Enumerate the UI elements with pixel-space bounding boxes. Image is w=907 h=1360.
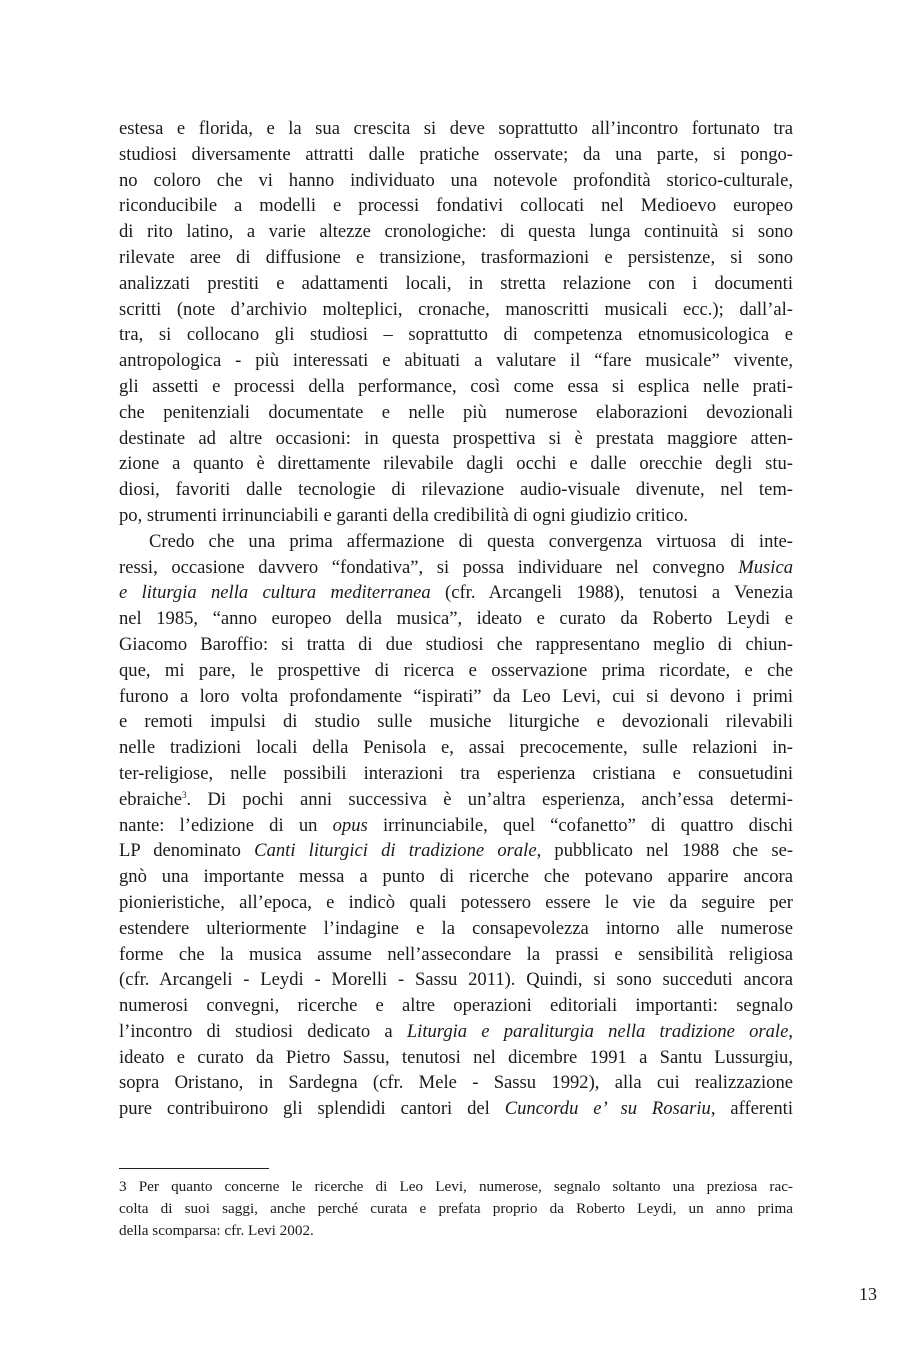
- text-line: Giacomo Baroffio: si tratta di due studiosi che rappresentano meglio di chiun-: [119, 633, 793, 655]
- text-line: nelle tradizioni locali della Penisola e, assai precocemente, sulle relazioni in-: [119, 737, 793, 759]
- text-line: furono a loro volta profondamente “ispirati” da Leo Levi, cui si devono i primi: [119, 685, 793, 707]
- italic-title: Cuncordu e’ su Rosariu: [504, 1098, 711, 1120]
- text-line: (cfr. Arcangeli - Leydi - Morelli - Sassu 2011). Quindi, si sono succeduti ancora: [119, 969, 793, 991]
- text-line: studiosi diversamente attratti dalle pratiche osservate; da una parte, si pongo-: [119, 143, 793, 165]
- text-line: gnò una importante messa a punto di ricerche che potevano apparire ancora: [119, 866, 793, 888]
- footnote: [119, 1176, 793, 1242]
- text-line: que, mi pare, le prospettive di ricerca e osservazione prima ricordate, e che: [119, 659, 793, 681]
- text-line: destinate ad altre occasioni: in questa prospettiva si è prestata maggiore atten-: [119, 427, 793, 449]
- text-line: estesa e florida, e la sua crescita si deve soprattutto all’incontro fortunato tra: [119, 118, 793, 139]
- body-text: [119, 116, 793, 1122]
- text-line: Credo che una prima affermazione di questa convergenza virtuosa di inte-: [149, 530, 793, 552]
- footnote-line: 3 Per quanto concerne le ricerche di Leo Levi, numerose, segnalo soltanto una preziosa rac-: [119, 1178, 793, 1195]
- text-line: [119, 787, 793, 813]
- text-line: riconducibile a modelli e processi fondativi collocati nel Medioevo europeo: [119, 195, 793, 217]
- paragraph-2: [119, 529, 793, 1122]
- italic-term: opus: [332, 814, 368, 836]
- text-line: di rito latino, a varie altezze cronologiche: di questa lunga continuità si sono: [119, 221, 793, 243]
- text-span: pure contribuirono gli splendidi cantori del: [119, 1098, 505, 1120]
- text-line: forme che la musica assume nell’assecondare la prassi e sensibilità religiosa: [119, 943, 793, 965]
- text-line: ideato e curato da Pietro Sassu, tenutosi nel dicembre 1991 a Santu Lussurgiu,: [119, 1046, 793, 1068]
- text-span: nante: l’edizione di un: [119, 814, 333, 836]
- text-line: antropologica - più interessati e abituati a valutare il “fare musicale” vivente,: [119, 350, 793, 372]
- page-number: 13: [859, 1284, 877, 1304]
- text-line: analizzati prestiti e adattamenti locali, in stretta relazione con i documenti: [119, 272, 793, 294]
- footnote-separator: [119, 1168, 269, 1169]
- text-span: (cfr. Arcangeli 1988), tenutosi a Venezia: [430, 582, 794, 604]
- footnote-reference[interactable]: 3: [181, 789, 187, 800]
- text-line: po, strumenti irrinunciabili e garanti della credibilità di ogni giudizio critico.: [119, 504, 689, 526]
- italic-title: Musica: [738, 556, 793, 578]
- text-line: [119, 580, 793, 606]
- text-line: estendere ulteriormente l’indagine e la consapevolezza intorno alle numerose: [119, 917, 793, 939]
- text-line: [119, 838, 793, 864]
- text-span: LP denominato: [119, 840, 255, 862]
- italic-title: e liturgia nella cultura mediterranea: [119, 582, 431, 604]
- footnote-line: della scomparsa: cfr. Levi 2002.: [119, 1222, 314, 1239]
- text-line: e remoti impulsi di studio sulle musiche liturgiche e devozionali rilevabili: [119, 711, 793, 733]
- text-span: irrinunciabile, quel “cofanetto” di quattro dischi: [367, 814, 793, 836]
- text-span: . Di pochi anni successiva è un’altra esperienza, anch’essa determi-: [186, 788, 793, 810]
- text-span: , afferenti: [710, 1098, 793, 1120]
- text-line: scritti (note d’archivio molteplici, cronache, manoscritti musicali ecc.); dall’al-: [119, 298, 793, 320]
- text-line: che penitenziali documentate e nelle più numerose elaborazioni devozionali: [119, 401, 793, 423]
- text-line: rilevate aree di diffusione e transizione, trasformazioni e persistenze, si sono: [119, 246, 793, 268]
- text-span: , pubblicato nel 1988 che se-: [536, 840, 794, 862]
- text-line: [119, 813, 793, 839]
- text-line: gli assetti e processi della performance, così come essa si esplica nelle prati-: [119, 375, 793, 397]
- text-line: sopra Oristano, in Sardegna (cfr. Mele - Sassu 1992), alla cui realizzazione: [119, 1072, 793, 1094]
- text-line: no coloro che vi hanno individuato una notevole profondità storico-culturale,: [119, 169, 793, 191]
- text-line: nel 1985, “anno europeo della musica”, ideato e curato da Roberto Leydi e: [119, 608, 793, 630]
- text-line: [119, 1096, 793, 1122]
- text-line: [119, 1019, 793, 1045]
- text-span: l’incontro di studiosi dedicato a: [119, 1020, 407, 1042]
- text-line: tra, si collocano gli studiosi – soprattutto di competenza etnomusicologica e: [119, 324, 793, 346]
- text-span: ressi, occasione davvero “fondativa”, si possa individuare nel convegno: [119, 556, 739, 578]
- text-span: ebraiche: [119, 788, 182, 810]
- paragraph-1: [119, 116, 793, 529]
- text-line: pionieristiche, all’epoca, e indicò quali potessero essere le vie da seguire per: [119, 891, 793, 913]
- italic-title: Liturgia e paraliturgia nella tradizione orale: [406, 1020, 789, 1042]
- text-span: ,: [788, 1020, 793, 1042]
- text-line: diosi, favoriti dalle tecnologie di rilevazione audio-visuale divenute, nel tem-: [119, 479, 793, 501]
- italic-title: Canti liturgici di tradizione orale: [254, 840, 537, 862]
- text-line: numerosi convegni, ricerche e altre operazioni editoriali importanti: segnalo: [119, 995, 793, 1017]
- text-line: zione a quanto è direttamente rilevabile dagli occhi e dalle orecchie degli stu-: [119, 453, 793, 475]
- text-line: [119, 555, 793, 581]
- text-line: ter-religiose, nelle possibili interazioni tra esperienza cristiana e consuetudini: [119, 762, 793, 784]
- footnote-line: colta di suoi saggi, anche perché curata e prefata proprio da Roberto Leydi, un anno prima: [119, 1200, 793, 1217]
